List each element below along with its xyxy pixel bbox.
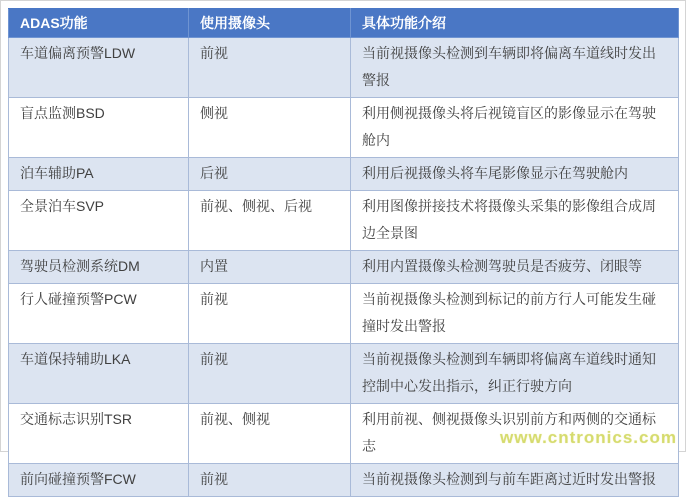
- site-watermark: www.cntronics.com: [500, 428, 677, 447]
- function-cell: 行人碰撞预警PCW: [9, 284, 189, 344]
- description-cell: 利用内置摄像头检测驾驶员是否疲劳、闭眼等: [351, 251, 679, 284]
- description-cell: 利用后视摄像头将车尾影像显示在驾驶舱内: [351, 158, 679, 191]
- table-header-row: [9, 9, 679, 38]
- table-row: [9, 98, 679, 158]
- camera-cell: 前视: [189, 464, 351, 497]
- function-cell: 交通标志识别TSR: [9, 404, 189, 464]
- column-header-description: 具体功能介绍: [351, 9, 679, 38]
- table-row: [9, 404, 679, 464]
- description-cell: 当前视摄像头检测到车辆即将偏离车道线时发出警报: [351, 38, 679, 98]
- function-cell: 驾驶员检测系统DM: [9, 251, 189, 284]
- description-cell: 利用前视、侧视摄像头识别前方和两侧的交通标志: [351, 404, 679, 464]
- column-header-camera: 使用摄像头: [189, 9, 351, 38]
- function-cell: 盲点监测BSD: [9, 98, 189, 158]
- camera-cell: 前视: [189, 284, 351, 344]
- table-row: [9, 191, 679, 251]
- camera-cell: 内置: [189, 251, 351, 284]
- description-cell: 当前视摄像头检测到车辆即将偏离车道线时通知控制中心发出指示，纠正行驶方向: [351, 344, 679, 404]
- table-row: [9, 284, 679, 344]
- adas-function-table: [8, 8, 679, 497]
- description-cell: 当前视摄像头检测到标记的前方行人可能发生碰撞时发出警报: [351, 284, 679, 344]
- function-cell: 前向碰撞预警FCW: [9, 464, 189, 497]
- function-cell: 泊车辅助PA: [9, 158, 189, 191]
- camera-cell: 前视、侧视: [189, 404, 351, 464]
- camera-cell: 后视: [189, 158, 351, 191]
- camera-cell: 前视: [189, 344, 351, 404]
- function-cell: 全景泊车SVP: [9, 191, 189, 251]
- camera-cell: 前视、侧视、后视: [189, 191, 351, 251]
- description-cell: 当前视摄像头检测到与前车距离过近时发出警报: [351, 464, 679, 497]
- camera-cell: 侧视: [189, 98, 351, 158]
- table-row: [9, 38, 679, 98]
- camera-cell: 前视: [189, 38, 351, 98]
- description-cell: 利用侧视摄像头将后视镜盲区的影像显示在驾驶舱内: [351, 98, 679, 158]
- column-header-function: ADAS功能: [9, 9, 189, 38]
- table-row: [9, 158, 679, 191]
- table-row: [9, 251, 679, 284]
- table-row: [9, 344, 679, 404]
- function-cell: 车道保持辅助LKA: [9, 344, 189, 404]
- function-cell: 车道偏离预警LDW: [9, 38, 189, 98]
- description-cell: 利用图像拼接技术将摄像头采集的影像组合成周边全景图: [351, 191, 679, 251]
- table-row: [9, 464, 679, 497]
